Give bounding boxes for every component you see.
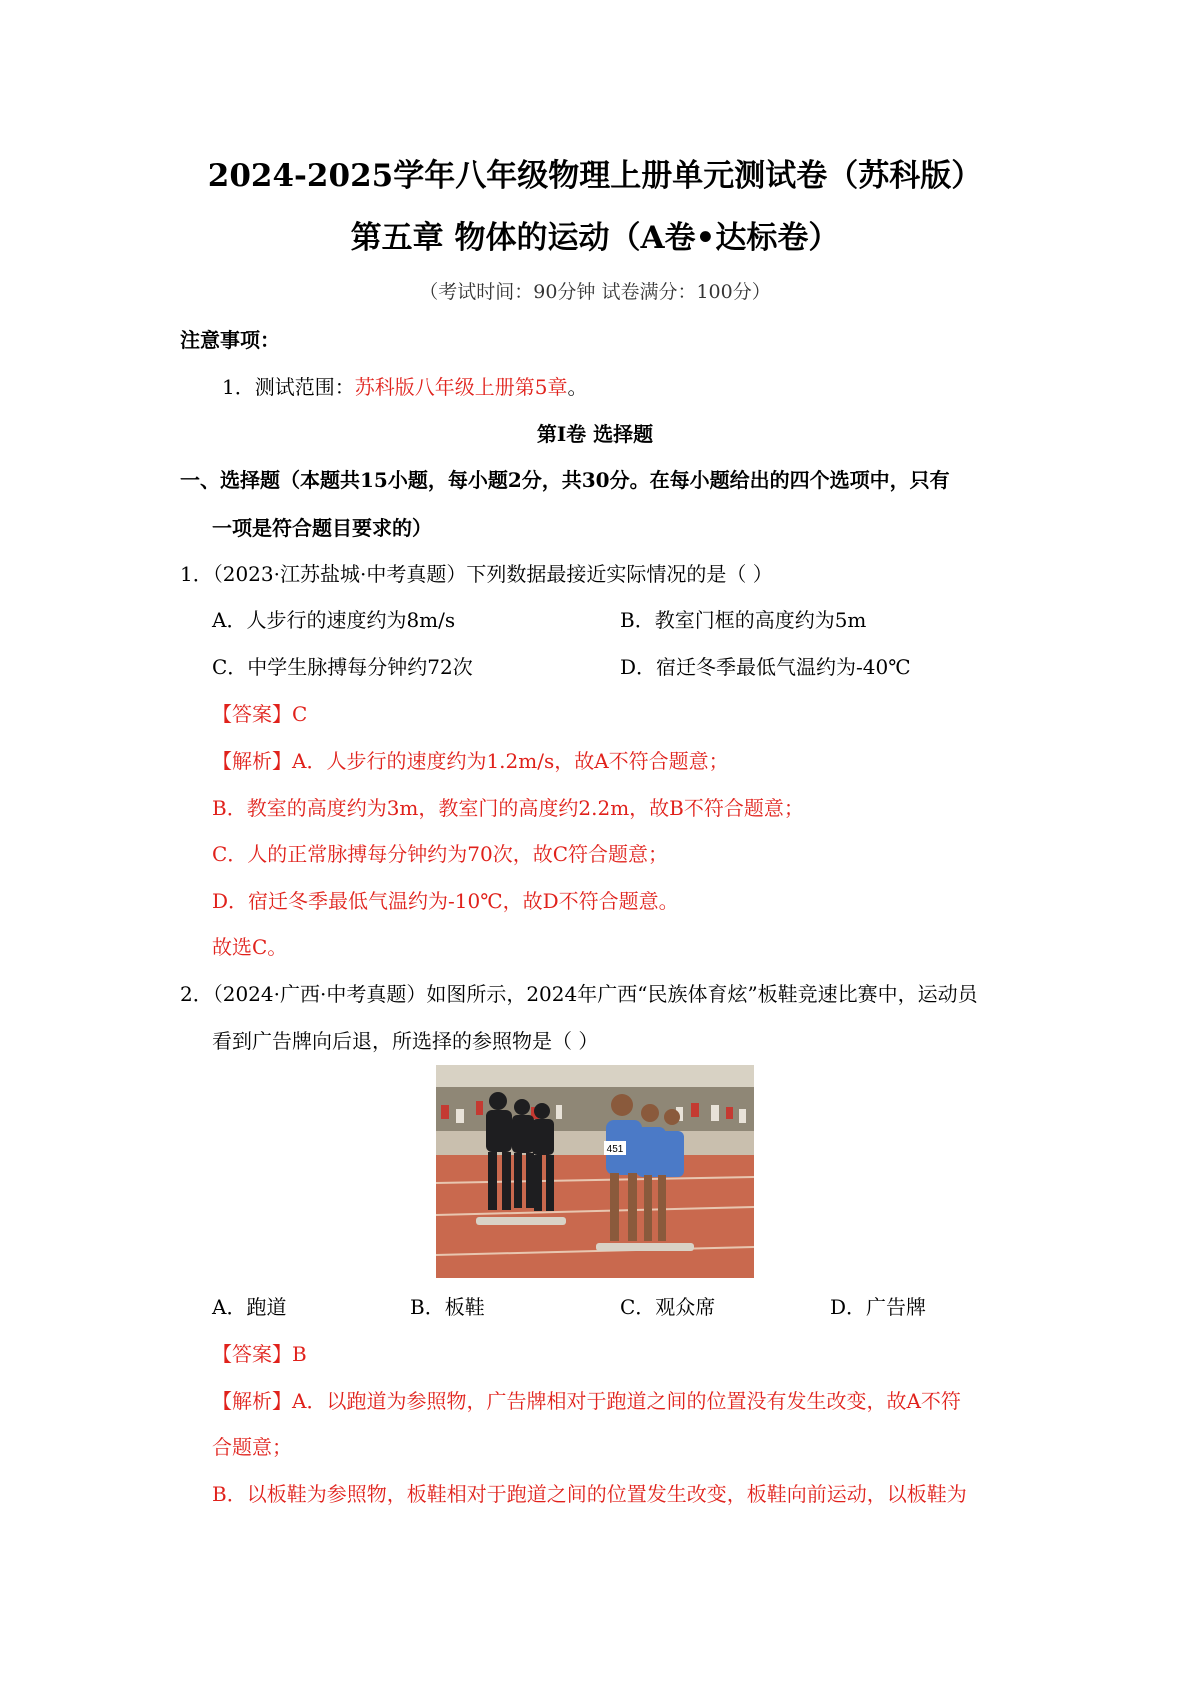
q1-conclusion: 故选C。 [212,935,288,959]
notes-item-prefix: 1．测试范围： [222,375,355,399]
q1-option-c: C．中学生脉搏每分钟约72次 [212,655,473,679]
q2-stem-line1: 2．（2024·广西·中考真题）如图所示，2024年广西“民族体育炫”板鞋竞速比赛中，运动员 [180,982,978,1006]
q2-stem-line2: 看到广告牌向后退，所选择的参照物是（ ） [212,1029,599,1053]
bib-number: 451 [606,1144,624,1155]
q2-option-a: A．跑道 [212,1295,287,1319]
q1-stem: 1．（2023·江苏盐城·中考真题）下列数据最接近实际情况的是（ ） [180,562,773,586]
q2-option-d: D．广告牌 [830,1295,927,1319]
q1-option-d: D．宿迁冬季最低气温约为-40℃ [620,655,911,679]
q2-analysis-line-3: B．以板鞋为参照物，板鞋相对于跑道之间的位置发生改变，板鞋向前运动，以板鞋为 [212,1482,967,1506]
q2-analysis-line-1 [212,1387,961,1415]
q1-answer [212,700,307,728]
answer-value: C [292,702,308,726]
part-heading-line1: 一、选择题（本题共15小题，每小题2分，共30分。在每小题给出的四个选项中，只有 [180,468,950,492]
analysis-text: A．以跑道为参照物，广告牌相对于跑道之间的位置没有发生改变，故A不符 [292,1389,961,1413]
q1-option-a: A．人步行的速度约为8m/s [212,608,456,632]
notes-item-suffix: 。 [567,375,588,399]
q1-analysis-line-2: B．教室的高度约为3m，教室门的高度约2.2m，故B不符合题意； [212,796,804,820]
exam-info: （考试时间：90分钟 试卷满分：100分） [419,281,771,303]
q1-analysis-line-3: C．人的正常脉搏每分钟约为70次，故C符合题意； [212,842,669,866]
notes-item-1 [222,373,587,401]
notes-heading: 注意事项： [180,328,280,352]
part-heading-line2: 一项是符合题目要求的） [212,516,432,540]
q2-option-b: B．板鞋 [410,1295,485,1319]
analysis-text: A．人步行的速度约为1.2m/s，故A不符合题意； [292,749,729,773]
analysis-label: 【解析】 [212,1389,292,1413]
q2-analysis-line-2: 合题意； [212,1435,292,1459]
q1-analysis-line-4: D．宿迁冬季最低气温约为-10℃，故D不符合题意。 [212,889,679,913]
q1-analysis-line-1 [212,747,729,775]
answer-label: 【答案】 [212,1342,292,1366]
q2-option-c: C．观众席 [620,1295,716,1319]
answer-value: B [292,1342,307,1366]
analysis-label: 【解析】 [212,749,292,773]
answer-label: 【答案】 [212,702,292,726]
test-scope: 苏科版八年级上册第5章 [354,375,568,399]
q2-answer [212,1340,307,1368]
chapter-title: 第五章 物体的运动（A卷•达标卷） [350,220,840,256]
exam-title: 2024-2025学年八年级物理上册单元测试卷（苏科版） [207,158,983,194]
volume-heading: 第Ⅰ卷 选择题 [536,422,654,446]
q1-option-b: B．教室门框的高度约为5m [620,608,867,632]
race-photo [436,1065,754,1278]
